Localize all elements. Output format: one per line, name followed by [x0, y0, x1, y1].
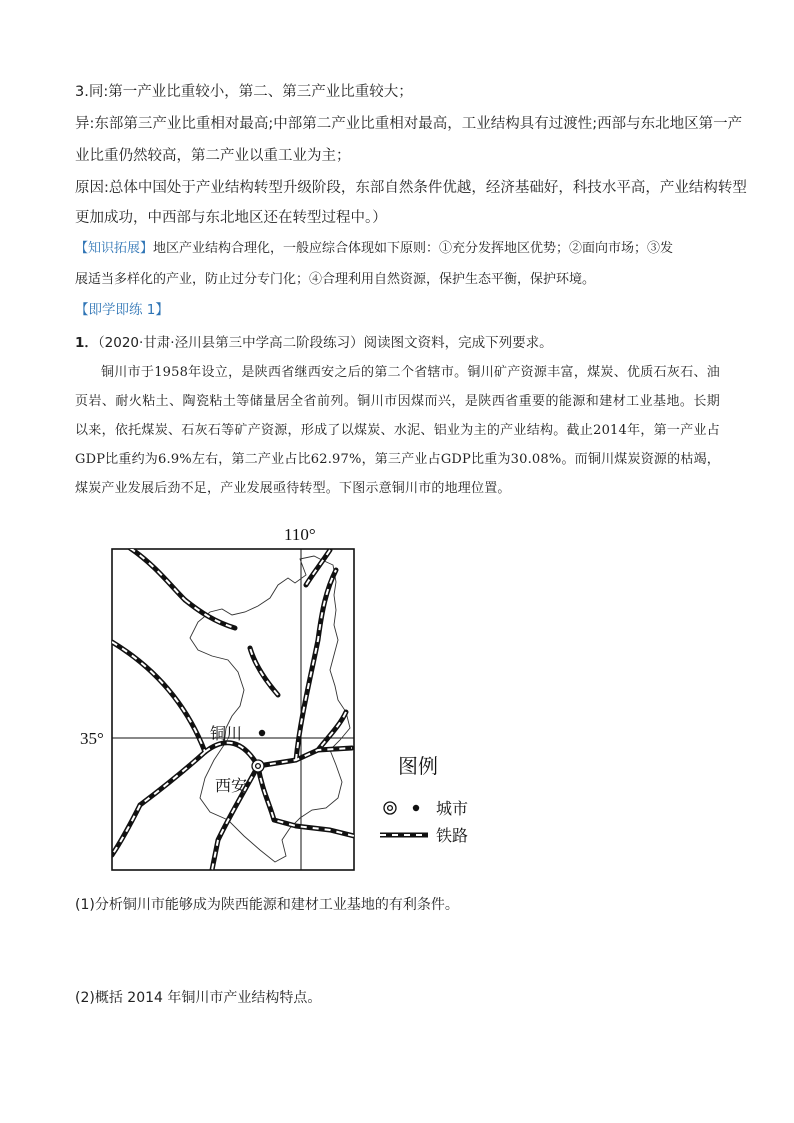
- knowledge-label: 【知识拓展】: [75, 241, 154, 256]
- question-number: 1．: [75, 335, 98, 351]
- railway-network: [112, 548, 354, 870]
- legend-title: 图例: [398, 754, 438, 778]
- railway-dashes: [112, 548, 354, 870]
- knowledge-line-2: 展适当多样化的产业，防止过分专门化；④合理利用自然资源，保护生态平衡，保护环境。: [75, 272, 596, 287]
- answer-line-5: 更加成功，中西部与东北地区还在转型过程中。）: [75, 210, 387, 226]
- tongchuan-dot: [259, 730, 265, 736]
- answer-line-3: 业比重仍然较高，第二产业以重工业为主；: [75, 148, 351, 164]
- legend-city-dot: [413, 805, 419, 811]
- latitude-label: 35°: [80, 729, 104, 748]
- passage: 铜川市于1958年设立，是陕西省继西安之后的第二个省辖市。铜川矿产资源丰富，煤炭、优质石灰石、油页岩、耐火粘土、陶瓷粘土等储量居全省前列。铜川市因煤而兴，是陕西省重要的能源和建材工业基地。长期以来，依托煤炭、石灰石等矿产资源，形成了以煤炭、水泥、铝业为主的产业结构。截止2014年，第一产业占GDP比重约为6.9%左右，第二产业占比62.97%，第三产业占GDP比重为30.08%。而铜川煤炭资源的枯竭，煤炭产业发展后劲不足，产业发展亟待转型。下图示意铜川市的地理位置。: [75, 365, 720, 496]
- answer-line-2: 异:东部第三产业比重相对最高;中部第二产业比重相对最高，工业结构具有过渡性;西部与东北地区第一产: [75, 116, 743, 132]
- question-2: (2)概括 2014 年铜川市产业结构特点。: [75, 990, 322, 1006]
- legend-city-label: 城市: [436, 799, 469, 818]
- practice-label: 【即学即练 1】: [75, 302, 169, 318]
- xian-label: 西安: [215, 776, 248, 795]
- map-frame: [112, 549, 354, 870]
- question-1: (1)分析铜川市能够成为陕西能源和建材工业基地的有利条件。: [75, 897, 459, 913]
- question-text: 阅读图文资料，完成下列要求。: [363, 335, 553, 351]
- answer-line-4: 原因:总体中国处于产业结构转型升级阶段，东部自然条件优越，经济基础好，科技水平高，产业结构转型: [75, 180, 747, 196]
- answer-line-1: 3.同:第一产业比重较小，第二、第三产业比重较大；: [75, 84, 413, 100]
- legend-city-marker-inner: [388, 806, 393, 811]
- legend-rail-label: 铁路: [436, 826, 469, 845]
- knowledge-text-1: 地区产业结构合理化，一般应综合体现如下原则：①充分发挥地区优势；②面向市场；③发: [153, 241, 674, 256]
- question-source: （2020·甘肃·泾川县第三中学高二阶段练习）: [97, 335, 364, 351]
- xian-marker-inner: [256, 764, 261, 769]
- tongchuan-label: 铜川: [210, 724, 243, 743]
- longitude-label: 110°: [284, 525, 316, 544]
